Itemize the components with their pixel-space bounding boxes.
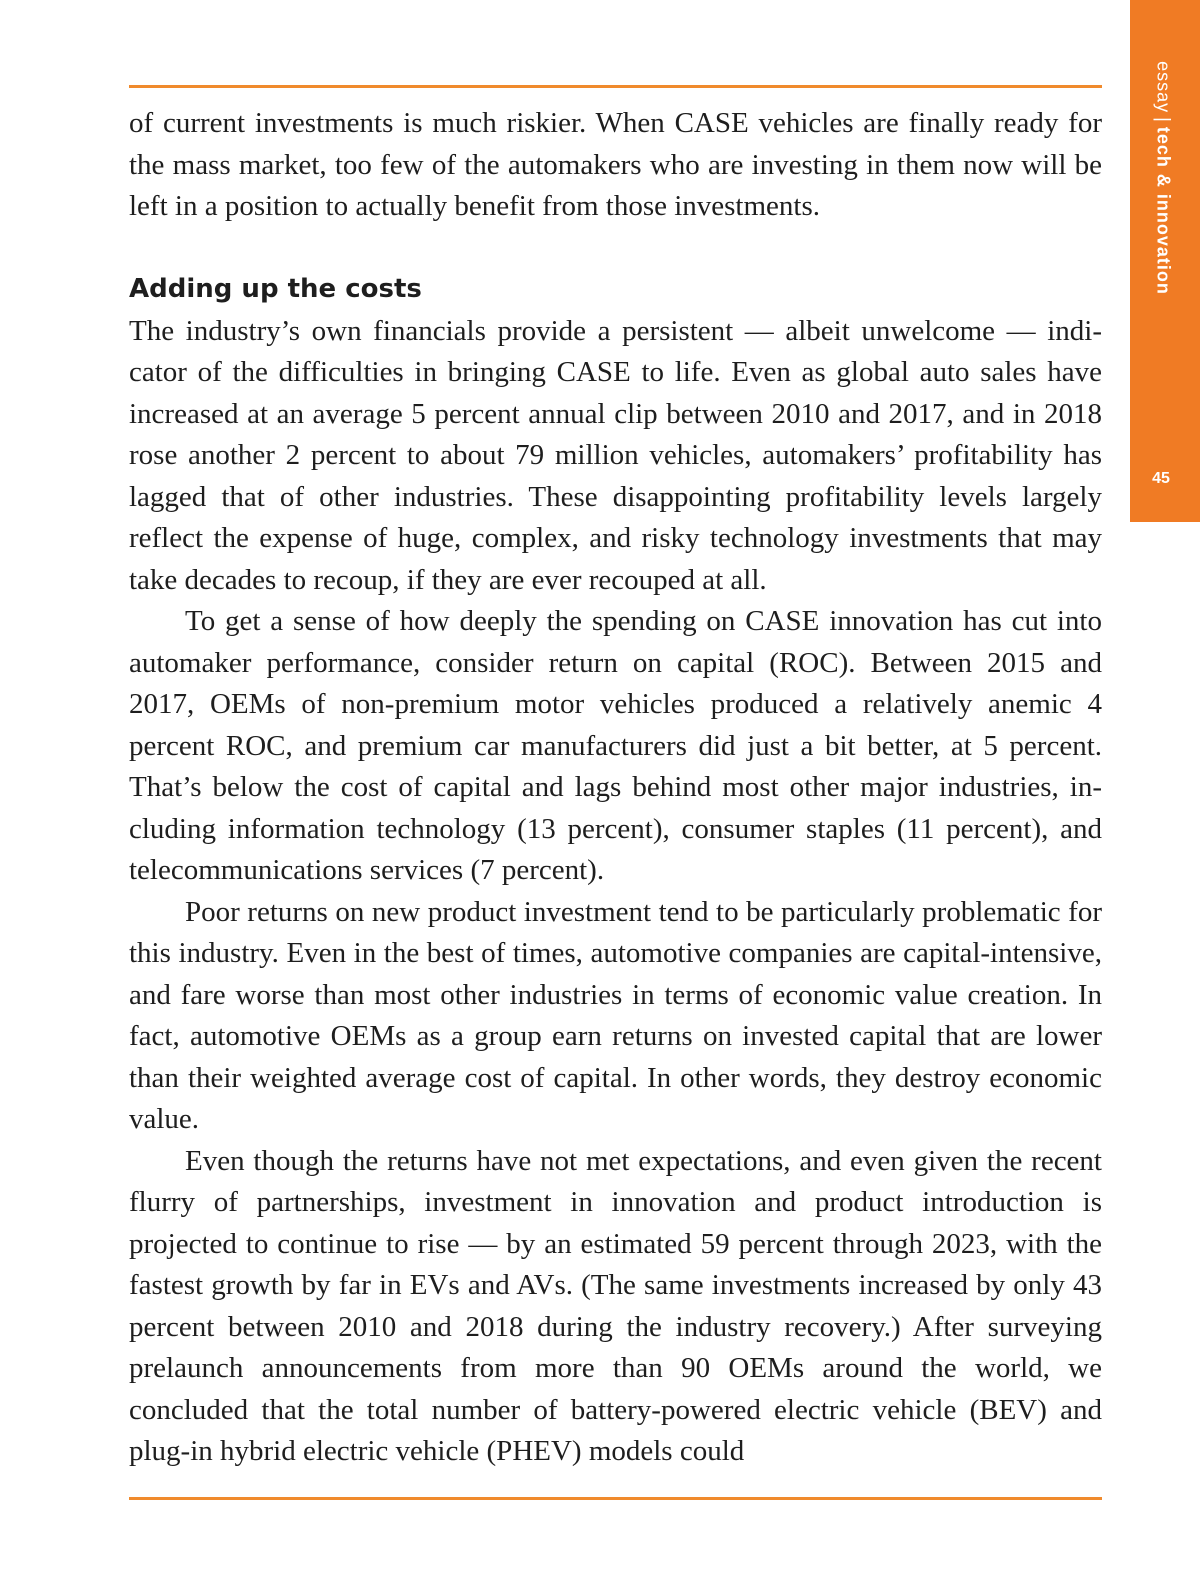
lead-paragraph: of current investments is much riskier. When CASE vehicles are finally ready for the mass market, too few of the automakers who are investing in them now will be left in a position to actually benefit from those investments. [129,107,1102,222]
section-topic: tech & innovation [1153,126,1174,295]
paragraph: Poor returns on new product investment tend to be particularly problematic for this industry. Even in the best of times, automotive companies are capital-intensive, and fare worse than most other industries in terms of economic value creation. In fact, automotive OEMs as a group earn returns on invested capital that are lower than their weighted average cost of capital. In other words, they destroy economic value. [129,895,1102,1135]
bottom-rule [129,1497,1102,1500]
section-separator: | [1153,117,1174,123]
section-name: essay [1153,61,1174,114]
page-number: 45 [1152,470,1170,487]
section-heading: Adding up the costs [129,274,422,304]
top-rule [129,85,1102,88]
paragraph: To get a sense of how deeply the spending on CASE innovation has cut into automaker performance, consider return on capital (ROC). Between 2015 and 2017, OEMs of non-premium motor vehicles produced a relatively anemic 4 percent ROC, and premium car manufacturers did just a bit better, at 5 percent. That’s below the cost of capital and lags behind most other major industries, including information technology (13 percent), consumer staples (11 percent), and telecommunications services (7 percent). [129,605,1102,886]
paragraph: The industry’s own financials provide a persistent — albeit unwelcome — indicator of the difficulties in bringing CASE to life. Even as global auto sales have increased at an average 5 percent annual clip between 2010 and 2017, and in 2018 rose another 2 percent to about 79 million vehicles, automakers’ profitability has lagged that of other industries. These disappointing profitability levels largely reflect the expense of huge, complex, and risky technology investments that may take decades to recoup, if they are ever recouped at all. [129,314,1102,596]
section-label [1153,61,1174,295]
article-body [129,103,1102,1473]
paragraph: Even though the returns have not met expectations, and even given the recent flurry of partnerships, investment in innovation and product introduction is projected to continue to rise — by an estimated 59 percent through 2023, with the fastest growth by far in EVs and AVs. (The same investments increased by only 43 percent between 2010 and 2018 during the industry recovery.) After surveying prelaunch announcements from more than 90 OEMs around the world, we concluded that the total number of battery-powered electric vehicle (BEV) and plug-in hybrid electric vehicle (PHEV) models could [129,1144,1102,1467]
